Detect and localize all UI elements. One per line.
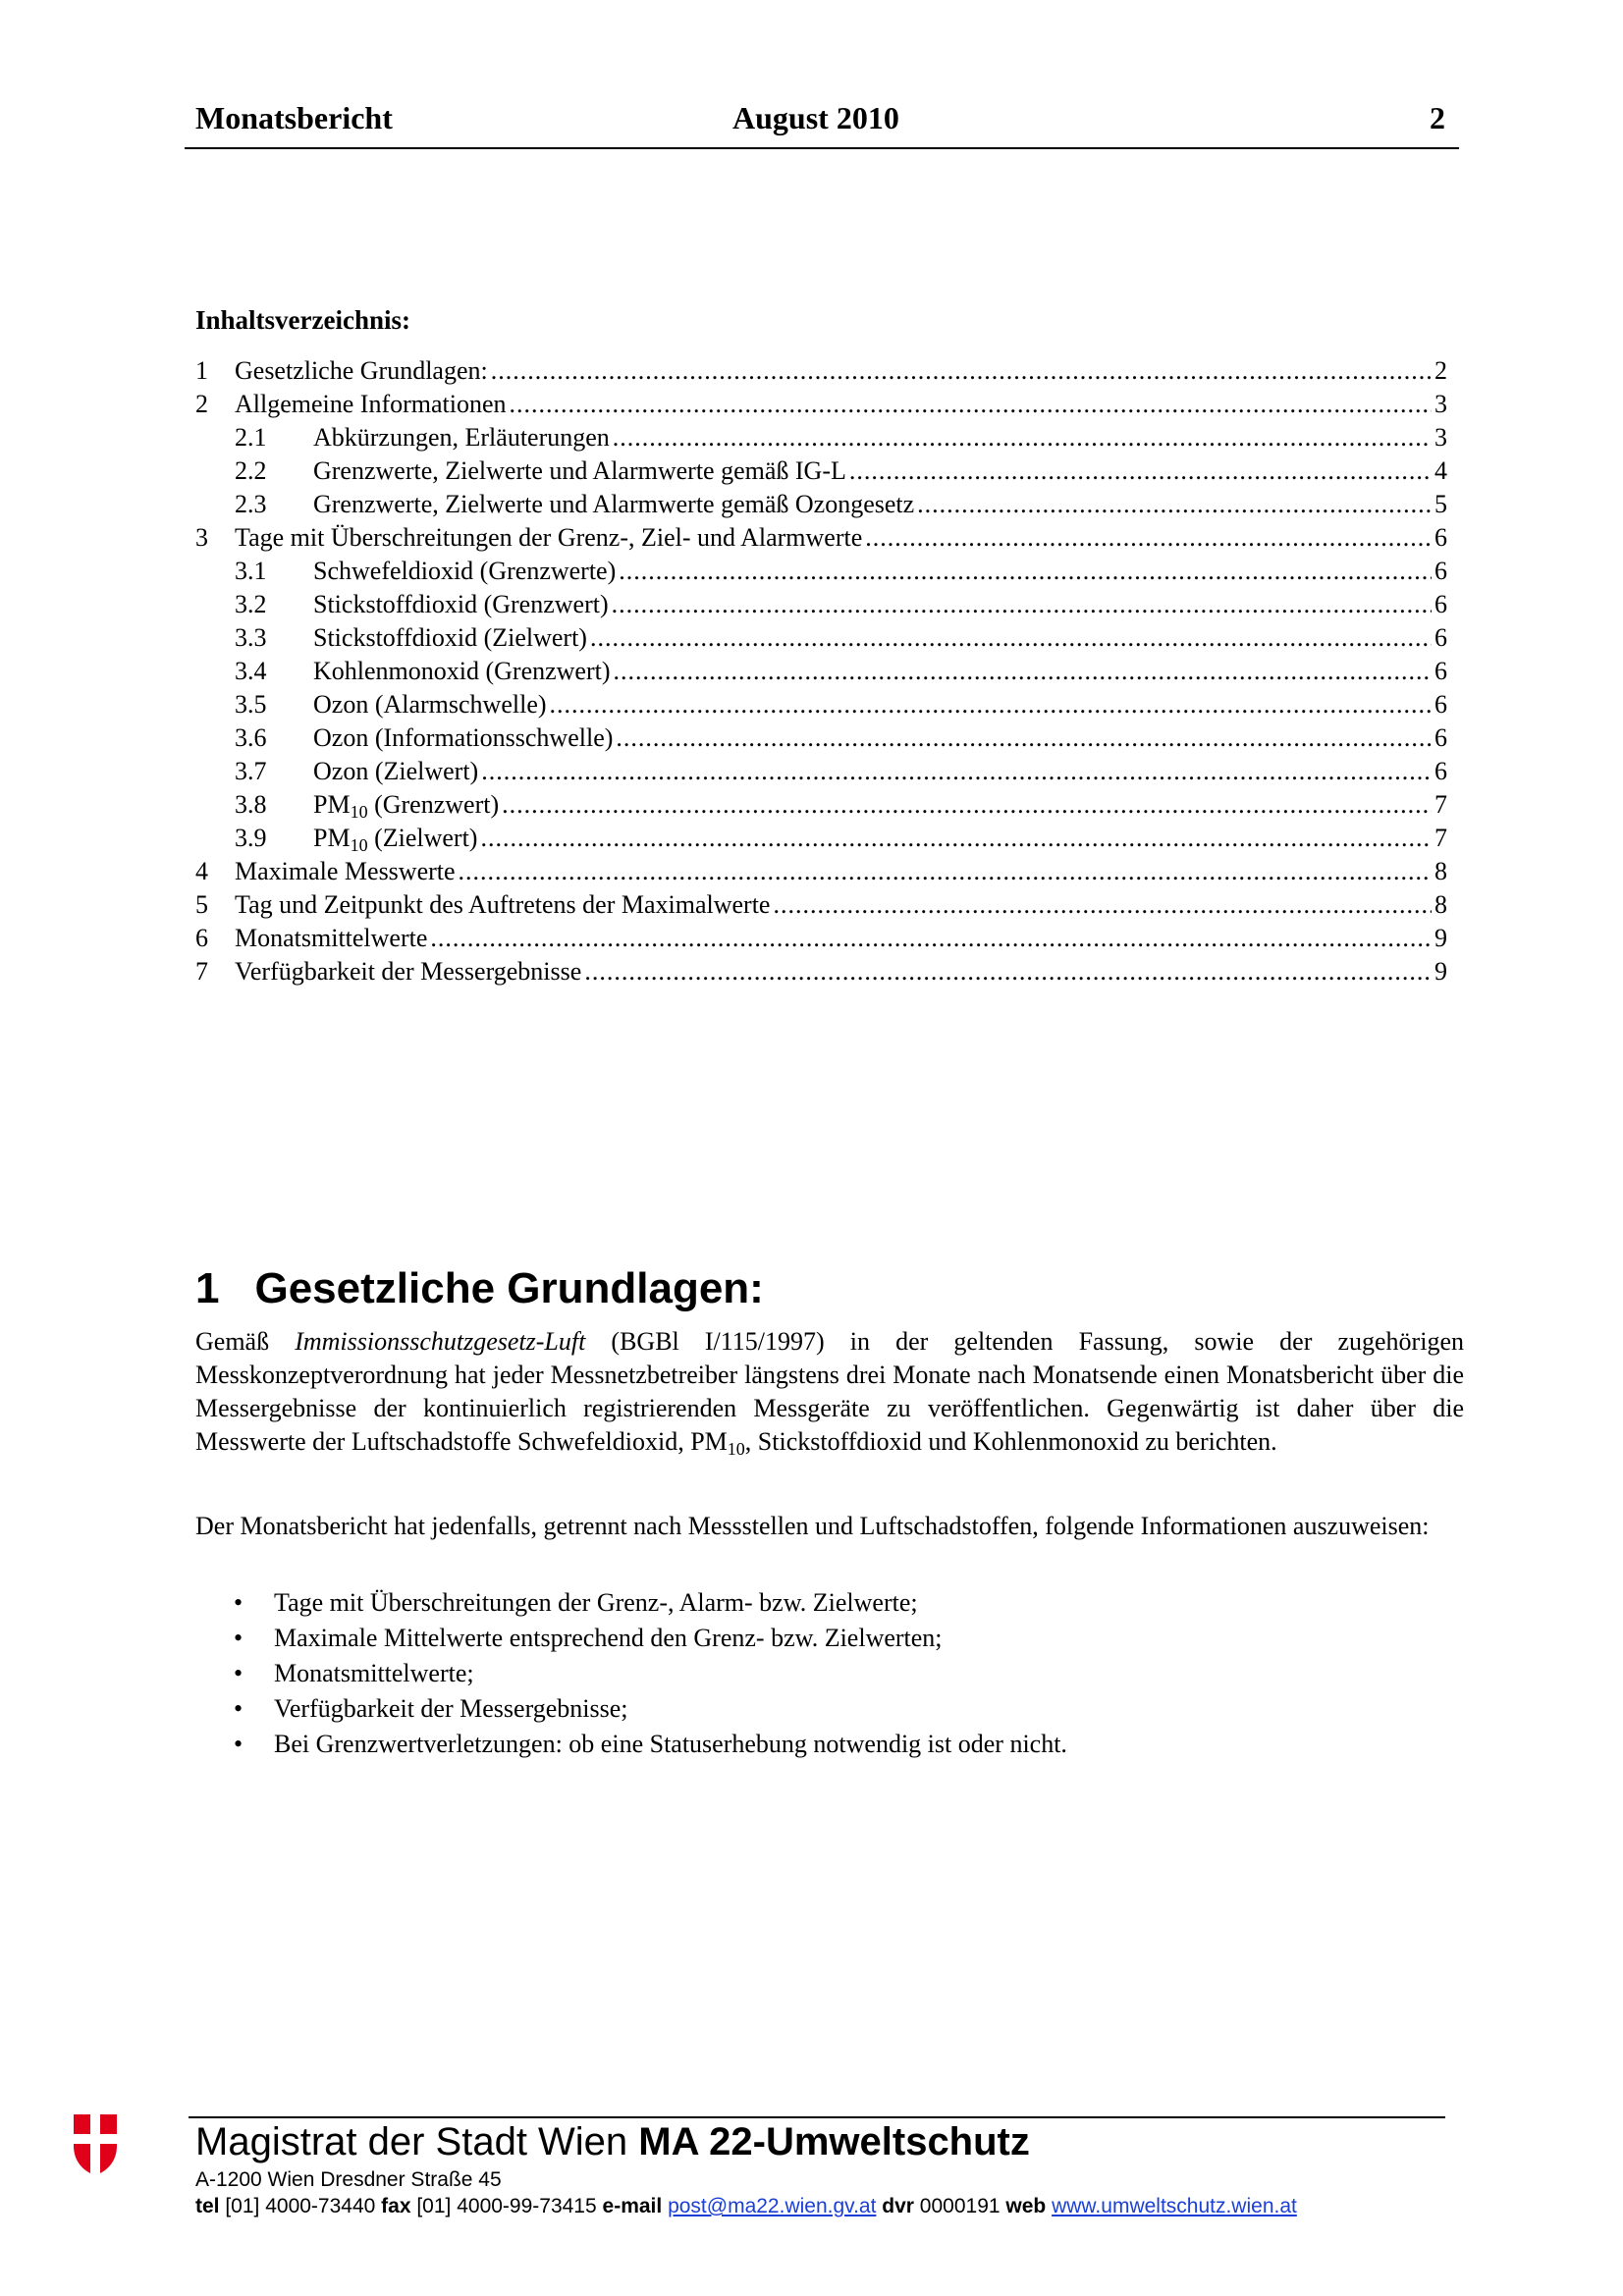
toc-entry-page: 6 [1434,657,1447,685]
toc-entry-page: 5 [1434,490,1447,518]
toc-entry-number: 4 [195,857,208,885]
dvr-value: 0000191 [913,2195,1006,2217]
vienna-coat-of-arms-logo [72,2112,119,2177]
toc-entry-title: Stickstoffdioxid (Zielwert) [313,623,587,652]
toc-entry[interactable] [195,656,1447,689]
toc-entry-number: 3 [195,523,208,552]
toc-entry-page: 6 [1434,690,1447,719]
toc-leader-dots [510,389,1432,420]
toc-entry-number: 6 [195,924,208,952]
email-link[interactable]: post@ma22.wien.gv.at [668,2195,877,2217]
toc-entry-page: 4 [1434,456,1447,485]
toc-entry-page: 9 [1434,924,1447,952]
toc-leader-dots [773,889,1432,921]
toc-entry-number: 3.9 [235,824,267,852]
toc-entry-number: 3.2 [235,590,267,618]
law-name: Immissionsschutzgesetz-Luft [295,1327,586,1356]
toc-entry[interactable] [195,455,1447,489]
toc-entry-page: 7 [1434,824,1447,852]
toc-entry[interactable] [195,756,1447,789]
page-number: 2 [1430,100,1445,135]
toc-entry-title: Ozon (Informationsschwelle) [313,723,614,752]
toc-leader-dots [616,722,1432,754]
toc-entry[interactable] [195,689,1447,722]
toc-entry-number: 3.6 [235,723,267,752]
bullet-list [195,1586,1374,1763]
footer-contact [195,2195,1297,2218]
toc-entry-number: 3.3 [235,623,267,652]
toc-entry-number: 1 [195,356,208,385]
toc-entry-title: Allgemeine Informationen [235,390,507,418]
toc-entry-title: Ozon (Alarmschwelle) [313,690,547,719]
toc-entry-page: 7 [1434,790,1447,819]
subscript: 10 [350,835,368,855]
toc-leader-dots [459,856,1432,887]
toc-entry-number: 7 [195,957,208,986]
toc-leader-dots [865,522,1432,554]
toc-entry-number: 3.8 [235,790,267,819]
toc-entry-title: Kohlenmonoxid (Grenzwert) [313,657,611,685]
tel-label: tel [195,2195,220,2217]
toc-leader-dots [614,656,1432,687]
toc-entry-title: Tage mit Überschreitungen der Grenz-, Ziel- und Alarmwerte [235,523,863,552]
text-run: (Zielwert) [367,824,478,852]
section-number: 1 [195,1264,220,1312]
toc-entry-title: Schwefeldioxid (Grenzwerte) [313,557,617,585]
footer-divider [189,2116,1445,2118]
toc-entry-number: 2 [195,390,208,418]
toc-entry-number: 3.1 [235,557,267,585]
toc-entry-title: Stickstoffdioxid (Grenzwert) [313,590,609,618]
toc-entry-page: 2 [1434,356,1447,385]
toc-entry-page: 9 [1434,957,1447,986]
toc-entry-title [313,823,477,854]
toc-entry-number: 3.4 [235,657,267,685]
email-label: e-mail [602,2195,663,2217]
web-link[interactable]: www.umweltschutz.wien.at [1052,2195,1297,2217]
toc-entry[interactable] [195,722,1447,756]
toc-leader-dots [491,355,1432,387]
text-run: (Grenzwert) [367,790,500,819]
toc-entry-title: Abkürzungen, Erläuterungen [313,423,610,452]
toc-entry-number: 3.5 [235,690,267,719]
list-item: • Verfügbarkeit der Messergebnisse; [195,1692,1374,1728]
web-label: web [1005,2195,1047,2217]
toc-entry-page: 6 [1434,723,1447,752]
list-item: • Maximale Mittelwerte entsprechend den Grenz- bzw. Zielwerten; [195,1622,1374,1657]
toc-entry-title: Verfügbarkeit der Messergebnisse [235,957,582,986]
toc-entry-number: 2.1 [235,423,267,452]
toc-title: Inhaltsverzeichnis: [195,305,410,335]
text-run: PM [313,790,351,819]
subscript: 10 [350,802,368,822]
toc-entry[interactable] [195,823,1447,856]
toc-entry[interactable] [195,856,1447,889]
table-of-contents [195,355,1447,989]
toc-entry-page: 3 [1434,423,1447,452]
toc-entry[interactable] [195,956,1447,989]
report-title: Monatsbericht [195,100,393,135]
toc-entry[interactable] [195,522,1447,556]
paragraph-report-contents: Der Monatsbericht hat jedenfalls, getrennt nach Messstellen und Luftschadstoffen, folgende Informationen auszuweisen: [195,1512,1430,1540]
section-title: Gesetzliche Grundlagen: [254,1264,764,1312]
toc-leader-dots [849,455,1432,487]
toc-entry[interactable] [195,622,1447,656]
toc-entry-page: 6 [1434,523,1447,552]
toc-leader-dots [430,923,1432,954]
toc-entry-page: 8 [1434,857,1447,885]
subscript: 10 [727,1439,745,1459]
toc-leader-dots [619,556,1432,587]
toc-entry[interactable] [195,355,1447,389]
toc-entry-title: Tag und Zeitpunkt des Auftretens der Maximalwerte [235,890,771,919]
toc-entry-title: Grenzwerte, Zielwerte und Alarmwerte gemäß IG-L [313,456,846,485]
dvr-label: dvr [882,2195,914,2217]
text-run: PM [313,824,351,852]
toc-entry-page: 6 [1434,623,1447,652]
department-name: MA 22-Umweltschutz [638,2120,1030,2163]
toc-entry-page: 8 [1434,890,1447,919]
text-run: , Stickstoffdioxid und Kohlenmonoxid zu berichten. [744,1427,1277,1456]
list-item: • Bei Grenzwertverletzungen: ob eine Statuserhebung notwendig ist oder nicht. [195,1728,1374,1763]
toc-leader-dots [584,956,1432,988]
toc-entry[interactable] [195,389,1447,422]
toc-leader-dots [502,789,1432,821]
tel-value: [01] 4000-73440 [219,2195,382,2217]
fax-label: fax [381,2195,411,2217]
toc-entry-page: 6 [1434,590,1447,618]
section-heading [195,1264,764,1313]
toc-entry[interactable] [195,422,1447,455]
toc-leader-dots [480,823,1432,854]
toc-entry-page: 6 [1434,757,1447,785]
footer-address: A-1200 Wien Dresdner Straße 45 [195,2168,502,2191]
toc-entry[interactable] [195,489,1447,522]
toc-entry-title: Ozon (Zielwert) [313,757,479,785]
toc-leader-dots [481,756,1432,787]
report-month: August 2010 [732,100,899,135]
toc-entry-number: 3.7 [235,757,267,785]
toc-leader-dots [613,422,1432,454]
toc-entry[interactable] [195,589,1447,622]
toc-leader-dots [550,689,1432,721]
toc-leader-dots [612,589,1432,620]
toc-entry[interactable] [195,923,1447,956]
toc-entry-title: Maximale Messwerte [235,857,456,885]
org-name: Magistrat der Stadt Wien [195,2120,639,2163]
toc-entry-number: 5 [195,890,208,919]
toc-leader-dots [917,489,1432,520]
fax-value: [01] 4000-99-73415 [410,2195,603,2217]
list-item: • Tage mit Überschreitungen der Grenz-, Alarm- bzw. Zielwerte; [195,1586,1374,1622]
text-run: (BGBl I/115/1997) in der geltenden Fassung, sowie der zugehörigen Messkonzeptverordnung hat jeder Messnetzbetreiber längstens drei Monate nach Monatsende einen Monatsbericht über die Messergebnisse der kontinuierlich registrierenden Messgeräte zu veröffentlichen. Gegenwärtig ist daher über die Messwerte der Luftschadstoffe Schwefeldioxid, PM [195,1327,1464,1456]
toc-entry-number: 2.2 [235,456,267,485]
toc-leader-dots [590,622,1432,654]
toc-entry-number: 2.3 [235,490,267,518]
list-item: • Monatsmittelwerte; [195,1657,1374,1692]
toc-entry-title: Monatsmittelwerte [235,924,428,952]
toc-entry[interactable] [195,889,1447,923]
text-run: Gemäß [195,1327,296,1356]
footer-organisation [195,2120,1030,2164]
paragraph-legal-basis [195,1325,1464,1459]
toc-entry-title: Gesetzliche Grundlagen: [235,356,488,385]
toc-entry-page: 6 [1434,557,1447,585]
toc-entry-title [313,789,499,821]
toc-entry[interactable] [195,789,1447,823]
toc-entry-title: Grenzwerte, Zielwerte und Alarmwerte gemäß Ozongesetz [313,490,915,518]
page-header [185,98,1459,149]
toc-entry-page: 3 [1434,390,1447,418]
toc-entry[interactable] [195,556,1447,589]
